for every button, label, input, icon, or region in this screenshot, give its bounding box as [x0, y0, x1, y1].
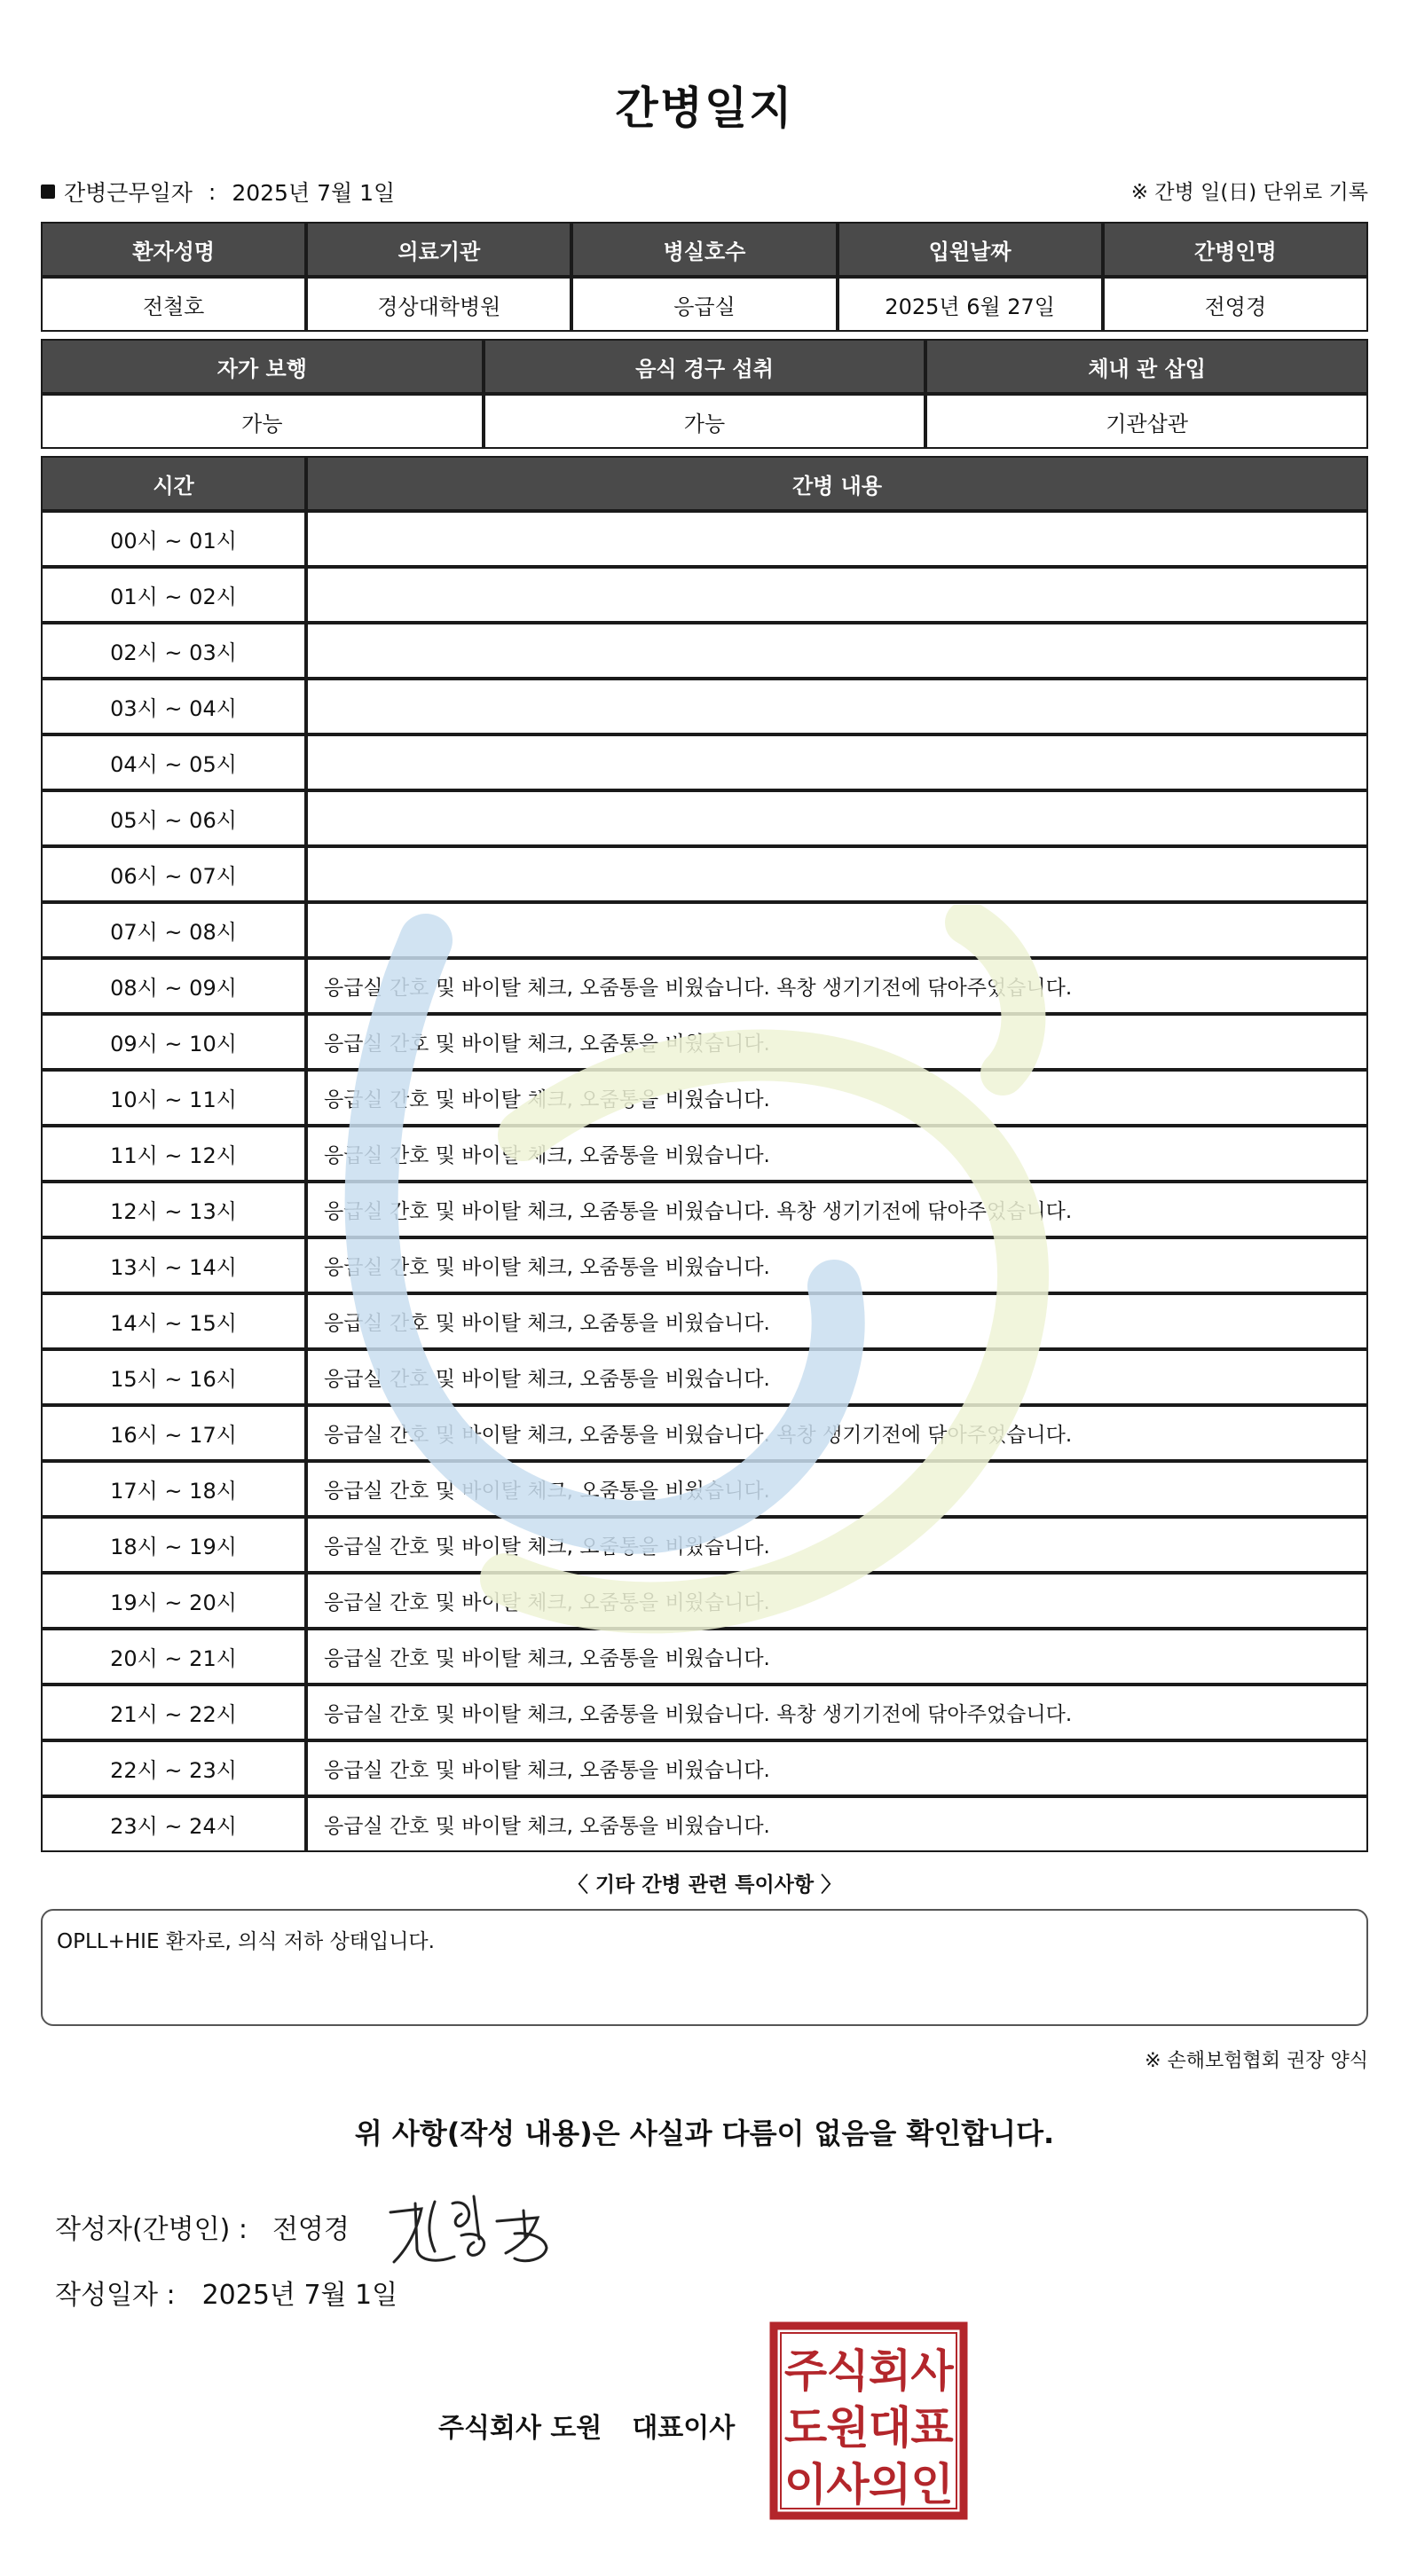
log-time-cell: 11시 ~ 12시 [41, 1126, 306, 1182]
remarks-box [41, 1909, 1368, 2026]
header-care-content: 간병 내용 [306, 456, 1368, 511]
writer-label: 작성자(간병인) : [55, 2214, 248, 2245]
writer-name: 전영경 [272, 2214, 350, 2245]
patient-value-row [41, 277, 1368, 332]
log-time-cell: 19시 ~ 20시 [41, 1573, 306, 1629]
table-row [41, 1461, 1368, 1517]
company-seal-stamp [768, 2321, 969, 2521]
company-signoff [438, 2406, 735, 2445]
log-time-cell: 07시 ~ 08시 [41, 902, 306, 958]
log-time-cell: 09시 ~ 10시 [41, 1014, 306, 1070]
table-row [41, 1349, 1368, 1405]
log-time-cell: 14시 ~ 15시 [41, 1293, 306, 1349]
log-content-cell: 응급실 간호 및 바이탈 체크, 오줌통을 비웠습니다. 욕창 생기기전에 닦아주었습니다. [306, 958, 1368, 1014]
log-content-cell: 응급실 간호 및 바이탈 체크, 오줌통을 비웠습니다. 욕창 생기기전에 닦아주었습니다. [306, 1685, 1368, 1740]
seal-glyph: 사 [826, 2459, 870, 2510]
seal-glyph: 회 [868, 2345, 912, 2397]
writer-line [55, 2207, 350, 2246]
header-hospital: 의료기관 [306, 222, 571, 277]
bullet-square-icon [41, 185, 55, 199]
status-header-row [41, 339, 1368, 394]
remarks-text: OPLL+HIE 환자로, 의식 저하 상태입니다. [57, 1930, 435, 1953]
log-content-cell [306, 623, 1368, 679]
log-content-cell: 응급실 간호 및 바이탈 체크, 오줌통을 비웠습니다. 욕창 생기기전에 닦아주었습니다. [306, 1182, 1368, 1237]
table-row [41, 567, 1368, 623]
page-title: 간병일지 [615, 82, 794, 134]
status-value-row [41, 394, 1368, 449]
written-date-line [55, 2273, 398, 2312]
table-row [41, 679, 1368, 734]
log-time-cell: 00시 ~ 01시 [41, 511, 306, 567]
log-time-cell: 21시 ~ 22시 [41, 1685, 306, 1740]
table-row [41, 1070, 1368, 1126]
written-date-value: 2025년 7월 1일 [201, 2280, 398, 2311]
admission-date: 2025년 6월 27일 [838, 277, 1103, 332]
log-time-cell: 15시 ~ 16시 [41, 1349, 306, 1405]
log-content-cell [306, 902, 1368, 958]
seal-glyph: 원 [826, 2402, 870, 2454]
log-time-cell: 17시 ~ 18시 [41, 1461, 306, 1517]
table-row [41, 623, 1368, 679]
log-content-cell: 응급실 간호 및 바이탈 체크, 오줌통을 비웠습니다. [306, 1349, 1368, 1405]
log-time-cell: 16시 ~ 17시 [41, 1405, 306, 1461]
table-row [41, 1573, 1368, 1629]
header-admission-date: 입원날짜 [838, 222, 1103, 277]
header-caregiver-name: 간병인명 [1103, 222, 1368, 277]
table-row [41, 1182, 1368, 1237]
log-time-cell: 03시 ~ 04시 [41, 679, 306, 734]
log-time-cell: 02시 ~ 03시 [41, 623, 306, 679]
record-unit-note: ※ 간병 일(日) 단위로 기록 [1130, 181, 1368, 204]
log-content-cell: 응급실 간호 및 바이탈 체크, 오줌통을 비웠습니다. [306, 1293, 1368, 1349]
log-content-cell [306, 734, 1368, 790]
tube-insertion-value: 기관삽관 [925, 394, 1368, 449]
hospital-name: 경상대학병원 [306, 277, 571, 332]
table-row [41, 958, 1368, 1014]
table-row [41, 846, 1368, 902]
oral-intake-value: 가능 [484, 394, 926, 449]
log-time-cell: 18시 ~ 19시 [41, 1517, 306, 1573]
patient-info-table [41, 222, 1368, 332]
log-content-cell: 응급실 간호 및 바이탈 체크, 오줌통을 비웠습니다. [306, 1796, 1368, 1852]
log-time-cell: 20시 ~ 21시 [41, 1629, 306, 1685]
seal-glyph: 주 [783, 2345, 828, 2397]
remarks-heading: 〈 기타 간병 관련 특이사항 〉 [567, 1873, 842, 1897]
header-time: 시간 [41, 456, 306, 511]
caregiver-name: 전영경 [1103, 277, 1368, 332]
log-content-cell: 응급실 간호 및 바이탈 체크, 오줌통을 비웠습니다. [306, 1237, 1368, 1293]
table-row [41, 1685, 1368, 1740]
table-row [41, 1126, 1368, 1182]
work-date-colon: : [208, 178, 216, 205]
table-row [41, 1293, 1368, 1349]
care-log-table [41, 456, 1368, 1852]
log-time-cell: 10시 ~ 11시 [41, 1070, 306, 1126]
work-date-label: 간병근무일자 [64, 180, 193, 206]
log-content-cell: 응급실 간호 및 바이탈 체크, 오줌통을 비웠습니다. 욕창 생기기전에 닦아주었습니다. [306, 1405, 1368, 1461]
log-time-cell: 05시 ~ 06시 [41, 790, 306, 846]
log-content-cell [306, 511, 1368, 567]
seal-glyph: 인 [910, 2459, 954, 2510]
patient-header-row [41, 222, 1368, 277]
seal-glyph: 표 [910, 2402, 954, 2454]
log-content-cell: 응급실 간호 및 바이탈 체크, 오줌통을 비웠습니다. [306, 1126, 1368, 1182]
seal-glyph: 식 [826, 2345, 870, 2397]
written-date-label: 작성일자 : [55, 2280, 176, 2311]
log-content-cell [306, 790, 1368, 846]
seal-glyph: 도 [783, 2402, 828, 2454]
table-row [41, 511, 1368, 567]
header-room: 병실호수 [571, 222, 837, 277]
table-row [41, 1740, 1368, 1796]
work-date [41, 176, 395, 208]
table-row [41, 1796, 1368, 1852]
room-number: 응급실 [571, 277, 837, 332]
form-source-note: ※ 손해보험협회 권장 양식 [1145, 2050, 1368, 2072]
table-row [41, 1517, 1368, 1573]
header-oral-intake: 음식 경구 섭취 [484, 339, 926, 394]
log-time-cell: 12시 ~ 13시 [41, 1182, 306, 1237]
table-row [41, 790, 1368, 846]
header-patient-name: 환자성명 [41, 222, 306, 277]
table-row [41, 902, 1368, 958]
log-content-cell: 응급실 간호 및 바이탈 체크, 오줌통을 비웠습니다. [306, 1740, 1368, 1796]
self-walking-value: 가능 [41, 394, 484, 449]
log-time-cell: 23시 ~ 24시 [41, 1796, 306, 1852]
seal-glyph: 대 [868, 2402, 912, 2454]
log-content-cell: 응급실 간호 및 바이탈 체크, 오줌통을 비웠습니다. [306, 1573, 1368, 1629]
seal-glyph: 의 [868, 2459, 912, 2510]
log-time-cell: 22시 ~ 23시 [41, 1740, 306, 1796]
table-row [41, 1629, 1368, 1685]
log-time-cell: 06시 ~ 07시 [41, 846, 306, 902]
company-name: 주식회사 도원 [438, 2413, 602, 2444]
patient-name: 전철호 [41, 277, 306, 332]
log-content-cell: 응급실 간호 및 바이탈 체크, 오줌통을 비웠습니다. [306, 1629, 1368, 1685]
log-content-cell [306, 567, 1368, 623]
log-content-cell: 응급실 간호 및 바이탈 체크, 오줌통을 비웠습니다. [306, 1070, 1368, 1126]
seal-glyph: 사 [910, 2345, 954, 2397]
patient-status-table [41, 339, 1368, 449]
log-time-cell: 08시 ~ 09시 [41, 958, 306, 1014]
seal-glyph: 이 [783, 2459, 828, 2510]
log-header-row [41, 456, 1368, 511]
confirmation-statement: 위 사항(작성 내용)은 사실과 다름이 없음을 확인합니다. [354, 2117, 1055, 2150]
company-role: 대표이사 [632, 2413, 736, 2444]
table-row [41, 1014, 1368, 1070]
log-time-cell: 01시 ~ 02시 [41, 567, 306, 623]
work-date-row [41, 176, 1368, 206]
care-log-body [41, 511, 1368, 1852]
work-date-value: 2025년 7월 1일 [232, 180, 396, 206]
header-tube-insertion: 체내 관 삽입 [925, 339, 1368, 394]
table-row [41, 734, 1368, 790]
log-content-cell: 응급실 간호 및 바이탈 체크, 오줌통을 비웠습니다. [306, 1014, 1368, 1070]
log-time-cell: 04시 ~ 05시 [41, 734, 306, 790]
log-time-cell: 13시 ~ 14시 [41, 1237, 306, 1293]
log-content-cell [306, 846, 1368, 902]
table-row [41, 1405, 1368, 1461]
log-content-cell: 응급실 간호 및 바이탈 체크, 오줌통을 비웠습니다. [306, 1517, 1368, 1573]
header-self-walking: 자가 보행 [41, 339, 484, 394]
log-content-cell [306, 679, 1368, 734]
table-row [41, 1237, 1368, 1293]
log-content-cell: 응급실 간호 및 바이탈 체크, 오줌통을 비웠습니다. [306, 1461, 1368, 1517]
handwritten-signature [382, 2186, 559, 2283]
